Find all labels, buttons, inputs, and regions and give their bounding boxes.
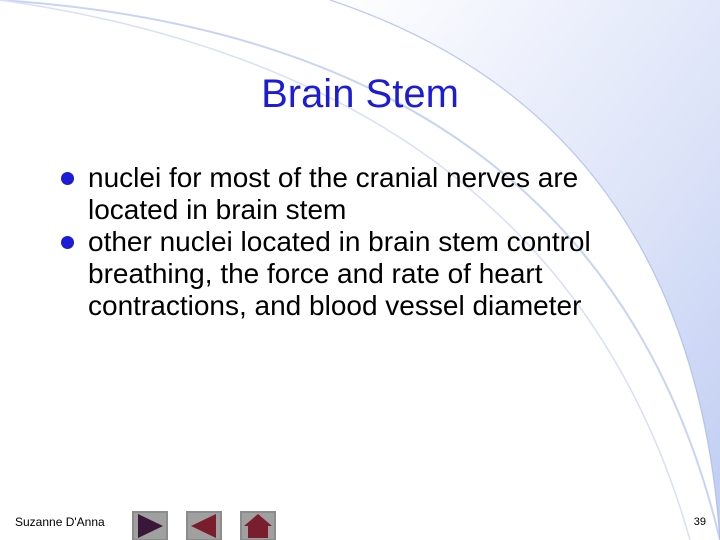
slide-title: Brain Stem <box>261 72 459 116</box>
bullet-dot-icon <box>61 236 74 249</box>
bullet-item <box>56 162 676 226</box>
bullet-text: nuclei for most of the cranial nerves are located in brain stem <box>88 162 579 225</box>
bullet-list <box>56 162 676 322</box>
footer-author: Suzanne D'Anna <box>15 515 105 529</box>
bullet-item <box>56 226 676 322</box>
previous-slide-button[interactable] <box>186 511 222 540</box>
next-slide-button[interactable] <box>132 511 168 540</box>
home-button[interactable] <box>240 511 276 540</box>
bullet-dot-icon <box>61 172 74 185</box>
page-number: 39 <box>693 516 706 528</box>
bullet-text: other nuclei located in brain stem control breathing, the force and rate of heart contractions, and blood vessel diameter <box>88 226 591 321</box>
